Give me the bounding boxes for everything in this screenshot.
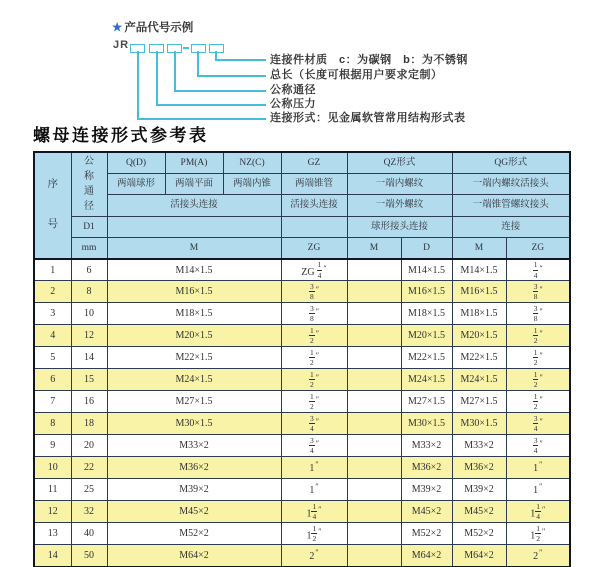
table-row (34, 435, 570, 457)
subheader-gz-union: 活接头连接 (281, 195, 347, 216)
serial-cell: 8 (34, 413, 71, 435)
qz-d-cell: M20×1.5 (401, 325, 452, 347)
gz-thread-cell: 1 $\frac{1}{2}$ ″ (281, 523, 347, 545)
m-thread-cell: M22×1.5 (107, 347, 281, 369)
qg-zg-cell: 2″ (506, 545, 570, 567)
table-row (34, 391, 570, 413)
qz-d-cell: M39×2 (401, 479, 452, 501)
qg-zg-cell: $\frac{3}{4}$ ″ (506, 435, 570, 457)
m-thread-cell: M27×1.5 (107, 391, 281, 413)
qz-d-cell: M64×2 (401, 545, 452, 567)
serial-cell: 3 (34, 303, 71, 325)
serial-cell: 12 (34, 501, 71, 523)
qg-m-cell: M20×1.5 (452, 325, 506, 347)
serial-cell: 13 (34, 523, 71, 545)
col-header-serial: 序号 (34, 152, 71, 259)
table-row (34, 347, 570, 369)
qg-m-cell: M16×1.5 (452, 281, 506, 303)
m-thread-cell: M36×2 (107, 457, 281, 479)
table-title: 螺母连接形式参考表 (33, 126, 209, 146)
m-thread-cell: M52×2 (107, 523, 281, 545)
reference-table (33, 151, 571, 567)
qz-m-cell (347, 457, 401, 479)
serial-cell: 4 (34, 325, 71, 347)
col-header-diameter: 公称通径 (71, 152, 107, 216)
m-thread-cell: M64×2 (107, 545, 281, 567)
diagram-label-connection: 连接形式：见金属软管常用结构形式表 (270, 112, 466, 124)
qg-m-cell: M52×2 (452, 523, 506, 545)
subheader-qz-desc: 一端内螺纹 (347, 173, 452, 194)
subheader-qd-desc: 两端球形 (107, 173, 165, 194)
qz-m-cell (347, 369, 401, 391)
serial-cell: 6 (34, 369, 71, 391)
serial-cell: 7 (34, 391, 71, 413)
gz-thread-cell: 1 $\frac{1}{4}$ ″ (281, 501, 347, 523)
diameter-cell: 10 (71, 303, 107, 325)
connector-line (174, 90, 266, 92)
table-row (34, 413, 570, 435)
subheader-empty (281, 216, 347, 237)
qg-m-cell: M39×2 (452, 479, 506, 501)
diameter-cell: 50 (71, 545, 107, 567)
diagram-label-material: 连接件材质 c：为碳钢 b：为不锈钢 (270, 54, 468, 66)
diameter-cell: 18 (71, 413, 107, 435)
qz-d-cell: M27×1.5 (401, 391, 452, 413)
serial-cell: 9 (34, 435, 71, 457)
diameter-cell: 16 (71, 391, 107, 413)
unit-m: M (107, 238, 281, 259)
qz-m-cell (347, 347, 401, 369)
m-thread-cell: M20×1.5 (107, 325, 281, 347)
subheader-qz-external: 一端外螺纹 (347, 195, 452, 216)
code-dash (183, 47, 189, 49)
gz-thread-cell: $\frac{3}{8}$ ″ (281, 281, 347, 303)
subheader-qg-taper: 一端锥管螺纹接头 (452, 195, 570, 216)
connector-line (156, 104, 266, 106)
connector-line (137, 51, 139, 119)
qg-zg-cell: $\frac{3}{8}$ ″ (506, 281, 570, 303)
table-row (34, 457, 570, 479)
qg-zg-cell: $\frac{1}{4}$ ″ (506, 259, 570, 281)
unit-qg-m: M (452, 238, 506, 259)
m-thread-cell: M24×1.5 (107, 369, 281, 391)
diameter-cell: 40 (71, 523, 107, 545)
connector-line (137, 118, 266, 120)
qz-m-cell (347, 413, 401, 435)
gz-thread-cell: $\frac{3}{8}$ ″ (281, 303, 347, 325)
qg-zg-cell: $\frac{3}{8}$ ″ (506, 303, 570, 325)
unit-qz-m: M (347, 238, 401, 259)
subheader-nzc-desc: 两端内锥 (223, 173, 281, 194)
diameter-cell: 25 (71, 479, 107, 501)
subheader-d1: D1 (71, 216, 107, 237)
subheader-pma-desc: 两端平面 (165, 173, 223, 194)
table-row (34, 325, 570, 347)
qz-d-cell: M22×1.5 (401, 347, 452, 369)
qz-d-cell: M45×2 (401, 501, 452, 523)
connector-line (197, 75, 266, 77)
table-row (34, 369, 570, 391)
subheader-qg-desc: 一端内螺纹活接头 (452, 173, 570, 194)
table-row (34, 523, 570, 545)
serial-cell: 2 (34, 281, 71, 303)
col-header-qz-form: QZ形式 (347, 152, 452, 173)
gz-thread-cell: 1″ (281, 457, 347, 479)
m-thread-cell: M39×2 (107, 479, 281, 501)
m-thread-cell: M45×2 (107, 501, 281, 523)
subheader-qg-connection: 连接 (452, 216, 570, 237)
table-body (34, 259, 570, 567)
m-thread-cell: M33×2 (107, 435, 281, 457)
qz-d-cell: M24×1.5 (401, 369, 452, 391)
col-header-qd: Q(D) (107, 152, 165, 173)
qz-m-cell (347, 479, 401, 501)
qz-m-cell (347, 303, 401, 325)
diameter-cell: 8 (71, 281, 107, 303)
diameter-cell: 14 (71, 347, 107, 369)
m-thread-cell: M18×1.5 (107, 303, 281, 325)
subheader-union-connection: 活接头连接 (107, 195, 281, 216)
qg-m-cell: M36×2 (452, 457, 506, 479)
diameter-cell: 32 (71, 501, 107, 523)
gz-thread-cell: $\frac{1}{2}$ ″ (281, 391, 347, 413)
col-header-pma: PM(A) (165, 152, 223, 173)
qz-d-cell: M52×2 (401, 523, 452, 545)
table-row (34, 501, 570, 523)
col-header-nzc: NZ(C) (223, 152, 281, 173)
subheader-qz-ball-connection: 球形接头连接 (347, 216, 452, 237)
qz-m-cell (347, 501, 401, 523)
diameter-cell: 22 (71, 457, 107, 479)
diagram-heading (112, 19, 193, 35)
table-row (34, 281, 570, 303)
qg-m-cell: M30×1.5 (452, 413, 506, 435)
qz-m-cell (347, 281, 401, 303)
qg-m-cell: M18×1.5 (452, 303, 506, 325)
table-row (34, 545, 570, 567)
diameter-cell: 12 (71, 325, 107, 347)
code-box-5 (209, 44, 224, 53)
qg-m-cell: M27×1.5 (452, 391, 506, 413)
qg-m-cell: M33×2 (452, 435, 506, 457)
diagram-label-diameter: 公称通径 (270, 84, 316, 96)
qg-m-cell: M14×1.5 (452, 259, 506, 281)
qg-m-cell: M64×2 (452, 545, 506, 567)
diagram-label-pressure: 公称压力 (270, 98, 316, 110)
gz-thread-cell: $\frac{1}{2}$ ″ (281, 347, 347, 369)
qz-d-cell: M14×1.5 (401, 259, 452, 281)
qg-m-cell: M24×1.5 (452, 369, 506, 391)
qg-zg-cell: 1″ (506, 457, 570, 479)
qg-m-cell: M22×1.5 (452, 347, 506, 369)
unit-mm: mm (71, 238, 107, 259)
gz-thread-cell: ZG $\frac{1}{4}$ ″ (281, 259, 347, 281)
qz-d-cell: M18×1.5 (401, 303, 452, 325)
qg-zg-cell: 1 $\frac{1}{2}$ ″ (506, 523, 570, 545)
qz-m-cell (347, 391, 401, 413)
diameter-cell: 15 (71, 369, 107, 391)
m-thread-cell: M14×1.5 (107, 259, 281, 281)
subheader-gz-desc: 两端锥管 (281, 173, 347, 194)
serial-cell: 5 (34, 347, 71, 369)
qg-zg-cell: $\frac{1}{2}$ ″ (506, 369, 570, 391)
diameter-cell: 20 (71, 435, 107, 457)
connector-line (174, 51, 176, 91)
qg-m-cell: M45×2 (452, 501, 506, 523)
qz-m-cell (347, 523, 401, 545)
m-thread-cell: M16×1.5 (107, 281, 281, 303)
subheader-empty (107, 216, 281, 237)
table-header (34, 152, 570, 259)
qz-m-cell (347, 545, 401, 567)
qz-d-cell: M16×1.5 (401, 281, 452, 303)
star-icon: ★ (112, 22, 123, 34)
qz-d-cell: M33×2 (401, 435, 452, 457)
qz-m-cell (347, 259, 401, 281)
qg-zg-cell: $\frac{1}{2}$ ″ (506, 347, 570, 369)
unit-qg-zg: ZG (506, 238, 570, 259)
connector-line (156, 51, 158, 105)
qg-zg-cell: 1″ (506, 479, 570, 501)
qg-zg-cell: 1 $\frac{1}{4}$ ″ (506, 501, 570, 523)
code-box-4 (191, 44, 206, 53)
table-row (34, 479, 570, 501)
unit-zg: ZG (281, 238, 347, 259)
diameter-cell: 6 (71, 259, 107, 281)
serial-cell: 14 (34, 545, 71, 567)
m-thread-cell: M30×1.5 (107, 413, 281, 435)
table-row (34, 303, 570, 325)
col-header-gz: GZ (281, 152, 347, 173)
gz-thread-cell: 1″ (281, 479, 347, 501)
qg-zg-cell: $\frac{1}{2}$ ″ (506, 325, 570, 347)
table-row (34, 259, 570, 281)
qg-zg-cell: $\frac{1}{2}$ ″ (506, 391, 570, 413)
qz-d-cell: M36×2 (401, 457, 452, 479)
connector-line (197, 51, 199, 76)
unit-qz-d: D (401, 238, 452, 259)
gz-thread-cell: $\frac{3}{4}$ ″ (281, 435, 347, 457)
connector-line (215, 59, 266, 61)
qz-d-cell: M30×1.5 (401, 413, 452, 435)
gz-thread-cell: 2″ (281, 545, 347, 567)
col-header-qg-form: QG形式 (452, 152, 570, 173)
qz-m-cell (347, 435, 401, 457)
diagram-heading-text: 产品代号示例 (124, 22, 194, 34)
gz-thread-cell: $\frac{3}{4}$ ″ (281, 413, 347, 435)
serial-cell: 10 (34, 457, 71, 479)
code-prefix: JR (113, 39, 130, 51)
serial-cell: 11 (34, 479, 71, 501)
serial-cell: 1 (34, 259, 71, 281)
gz-thread-cell: $\frac{1}{2}$ ″ (281, 369, 347, 391)
qg-zg-cell: $\frac{3}{4}$ ″ (506, 413, 570, 435)
gz-thread-cell: $\frac{1}{2}$ ″ (281, 325, 347, 347)
qz-m-cell (347, 325, 401, 347)
diagram-label-length: 总长（长度可根据用户要求定制） (270, 69, 443, 81)
